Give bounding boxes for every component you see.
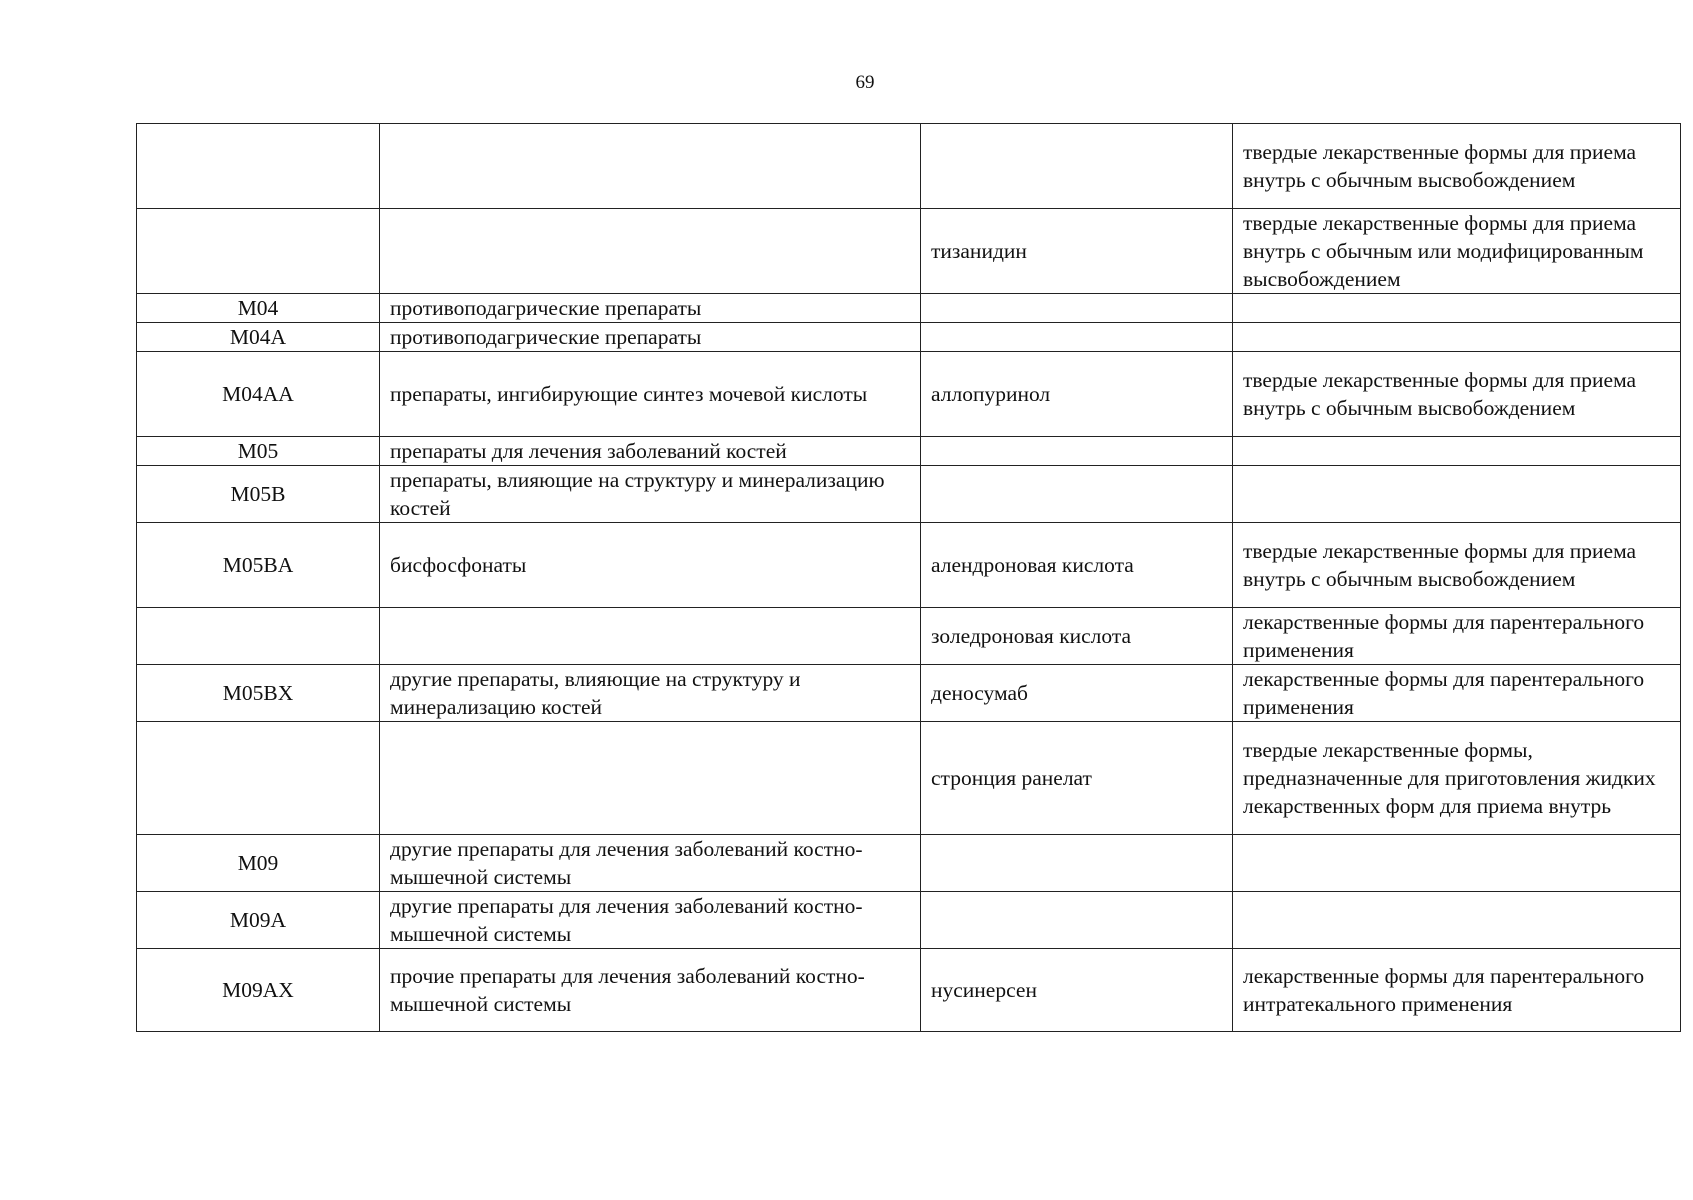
atc-code-cell: M09A — [137, 892, 380, 949]
dosage-form-cell — [1233, 437, 1681, 466]
table-row — [137, 466, 1681, 523]
group-cell: препараты, влияющие на структуру и минерализацию костей — [380, 466, 921, 523]
table-row — [137, 437, 1681, 466]
atc-code-cell: M04A — [137, 323, 380, 352]
dosage-form-cell — [1233, 323, 1681, 352]
group-cell: другие препараты, влияющие на структуру и минерализацию костей — [380, 665, 921, 722]
substance-cell — [921, 294, 1233, 323]
dosage-form-cell: твердые лекарственные формы, предназначенные для приготовления жидких лекарственных форм для приема внутрь — [1233, 722, 1681, 835]
atc-code-cell: M05BX — [137, 665, 380, 722]
group-cell: препараты для лечения заболеваний костей — [380, 437, 921, 466]
table-row — [137, 835, 1681, 892]
group-cell: другие препараты для лечения заболеваний костно-мышечной системы — [380, 835, 921, 892]
table-row — [137, 294, 1681, 323]
dosage-form-cell — [1233, 294, 1681, 323]
substance-cell — [921, 892, 1233, 949]
dosage-form-cell — [1233, 892, 1681, 949]
group-cell — [380, 722, 921, 835]
atc-code-cell — [137, 608, 380, 665]
table-row — [137, 523, 1681, 608]
table-row — [137, 949, 1681, 1032]
atc-code-cell: M05 — [137, 437, 380, 466]
dosage-form-cell — [1233, 835, 1681, 892]
table-row — [137, 722, 1681, 835]
group-cell: другие препараты для лечения заболеваний костно-мышечной системы — [380, 892, 921, 949]
atc-code-cell: M05B — [137, 466, 380, 523]
atc-code-cell: M04 — [137, 294, 380, 323]
substance-cell — [921, 323, 1233, 352]
atc-code-cell — [137, 124, 380, 209]
table-row — [137, 665, 1681, 722]
substance-cell: аллопуринол — [921, 352, 1233, 437]
atc-code-cell: M09AX — [137, 949, 380, 1032]
table-row — [137, 124, 1681, 209]
substance-cell: стронция ранелат — [921, 722, 1233, 835]
substance-cell — [921, 124, 1233, 209]
table-row — [137, 323, 1681, 352]
group-cell — [380, 209, 921, 294]
substance-cell: деносумаб — [921, 665, 1233, 722]
dosage-form-cell: твердые лекарственные формы для приема внутрь с обычным высвобождением — [1233, 523, 1681, 608]
atc-code-cell: M09 — [137, 835, 380, 892]
substance-cell — [921, 835, 1233, 892]
atc-code-cell — [137, 722, 380, 835]
substance-cell: золедроновая кислота — [921, 608, 1233, 665]
table-row — [137, 892, 1681, 949]
dosage-form-cell: лекарственные формы для парентерального интратекального применения — [1233, 949, 1681, 1032]
group-cell: противоподагрические препараты — [380, 294, 921, 323]
medication-table — [136, 123, 1681, 1032]
table-row — [137, 608, 1681, 665]
substance-cell — [921, 437, 1233, 466]
atc-code-cell: M04AA — [137, 352, 380, 437]
dosage-form-cell: твердые лекарственные формы для приема внутрь с обычным высвобождением — [1233, 124, 1681, 209]
dosage-form-cell: твердые лекарственные формы для приема внутрь с обычным или модифицированным высвобождением — [1233, 209, 1681, 294]
group-cell: противоподагрические препараты — [380, 323, 921, 352]
atc-code-cell — [137, 209, 380, 294]
table-row — [137, 209, 1681, 294]
group-cell — [380, 124, 921, 209]
substance-cell — [921, 466, 1233, 523]
substance-cell: нусинерсен — [921, 949, 1233, 1032]
page-number: 69 — [855, 72, 875, 93]
table-row — [137, 352, 1681, 437]
group-cell: прочие препараты для лечения заболеваний костно-мышечной системы — [380, 949, 921, 1032]
group-cell — [380, 608, 921, 665]
group-cell: препараты, ингибирующие синтез мочевой кислоты — [380, 352, 921, 437]
dosage-form-cell: лекарственные формы для парентерального применения — [1233, 665, 1681, 722]
atc-code-cell: M05BA — [137, 523, 380, 608]
group-cell: бисфосфонаты — [380, 523, 921, 608]
substance-cell: алендроновая кислота — [921, 523, 1233, 608]
dosage-form-cell: лекарственные формы для парентерального применения — [1233, 608, 1681, 665]
dosage-form-cell — [1233, 466, 1681, 523]
substance-cell: тизанидин — [921, 209, 1233, 294]
dosage-form-cell: твердые лекарственные формы для приема внутрь с обычным высвобождением — [1233, 352, 1681, 437]
